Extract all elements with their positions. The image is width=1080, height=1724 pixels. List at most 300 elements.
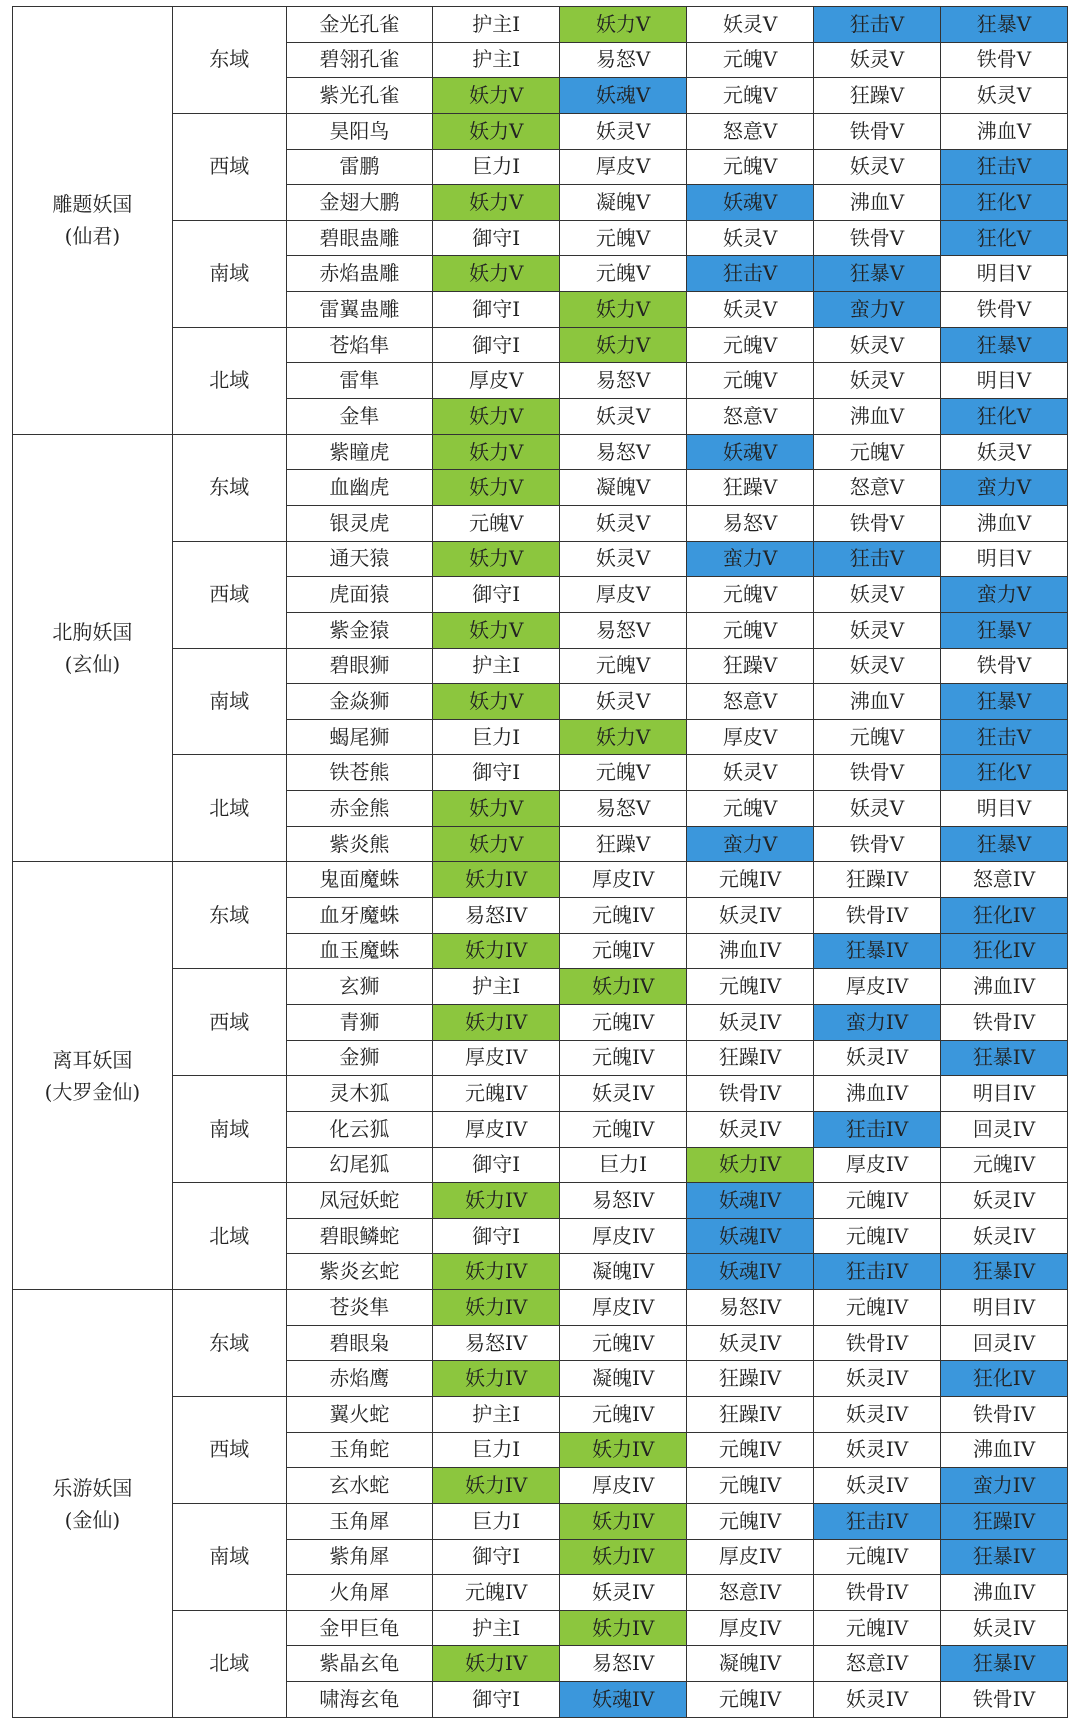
skill-cell: 狂躁IV (687, 1040, 814, 1076)
beast-name-cell: 玄水蛇 (286, 1468, 433, 1504)
skill-cell: 妖灵IV (940, 1183, 1067, 1219)
skill-cell: 御守I (433, 327, 560, 363)
beast-name-cell: 紫光孔雀 (286, 78, 433, 114)
skill-cell: 元魄V (433, 505, 560, 541)
beast-name-cell: 雷隼 (286, 363, 433, 399)
skill-cell: 元魄IV (560, 1040, 687, 1076)
skill-cell: 狂暴V (940, 684, 1067, 720)
skill-cell: 妖力V (433, 791, 560, 827)
skill-cell: 妖力V (433, 113, 560, 149)
skill-cell: 妖灵IV (814, 1396, 941, 1432)
skill-cell: 元魄IV (814, 1610, 941, 1646)
skill-cell: 狂暴IV (940, 1646, 1067, 1682)
region-cell: 东域 (172, 7, 286, 114)
skill-cell: 妖力V (433, 399, 560, 435)
skill-cell: 厚皮IV (687, 1539, 814, 1575)
beast-name-cell: 紫瞳虎 (286, 434, 433, 470)
region-cell: 南域 (172, 1076, 286, 1183)
skill-cell: 御守I (433, 755, 560, 791)
skill-cell: 狂击IV (814, 1503, 941, 1539)
skill-cell: 元魄V (560, 220, 687, 256)
skill-cell: 妖灵IV (940, 1610, 1067, 1646)
skill-cell: 蛮力V (687, 826, 814, 862)
beast-name-cell: 银灵虎 (286, 505, 433, 541)
beast-name-cell: 紫角犀 (286, 1539, 433, 1575)
skill-cell: 妖力IV (433, 1254, 560, 1290)
skill-cell: 元魄IV (687, 1468, 814, 1504)
skill-cell: 狂击V (940, 719, 1067, 755)
beast-name-cell: 血幽虎 (286, 470, 433, 506)
skill-cell: 狂躁IV (687, 1361, 814, 1397)
skill-cell: 凝魄IV (560, 1361, 687, 1397)
beast-name-cell: 翼火蛇 (286, 1396, 433, 1432)
skill-cell: 沸血IV (940, 969, 1067, 1005)
skill-cell: 狂躁V (687, 470, 814, 506)
beast-name-cell: 化云狐 (286, 1111, 433, 1147)
beast-name-cell: 雷翼蛊雕 (286, 292, 433, 328)
skill-cell: 妖灵V (814, 648, 941, 684)
beast-name-cell: 蝎尾狮 (286, 719, 433, 755)
skill-cell: 妖灵IV (687, 1004, 814, 1040)
skill-cell: 妖力V (433, 185, 560, 221)
skill-cell: 妖力V (560, 7, 687, 43)
beast-name-cell: 火角犀 (286, 1575, 433, 1611)
region-cell: 北域 (172, 327, 286, 434)
skill-cell: 凝魄IV (560, 1254, 687, 1290)
skill-cell: 狂击IV (814, 1254, 941, 1290)
skill-cell: 狂暴V (940, 7, 1067, 43)
skill-cell: 厚皮IV (560, 862, 687, 898)
beast-name-cell: 雷鹏 (286, 149, 433, 185)
beast-name-cell: 玉角犀 (286, 1503, 433, 1539)
skill-cell: 狂暴IV (940, 1040, 1067, 1076)
skill-cell: 铁骨IV (940, 1682, 1067, 1718)
skill-cell: 易怒IV (687, 1290, 814, 1326)
region-cell: 东域 (172, 862, 286, 969)
skill-cell: 厚皮IV (814, 969, 941, 1005)
skill-cell: 易怒V (560, 612, 687, 648)
skill-cell: 元魄IV (560, 1325, 687, 1361)
skill-cell: 沸血IV (687, 933, 814, 969)
beast-name-cell: 鬼面魔蛛 (286, 862, 433, 898)
skill-cell: 明目V (940, 363, 1067, 399)
skill-cell: 元魄V (687, 78, 814, 114)
beast-skill-table-sheet (12, 6, 1068, 1718)
skill-cell: 怒意IV (814, 1646, 941, 1682)
skill-cell: 元魄IV (814, 1539, 941, 1575)
skill-cell: 易怒V (560, 791, 687, 827)
beast-name-cell: 铁苍熊 (286, 755, 433, 791)
skill-cell: 妖力IV (433, 1646, 560, 1682)
beast-name-cell: 灵木狐 (286, 1076, 433, 1112)
skill-cell: 铁骨IV (940, 1396, 1067, 1432)
skill-cell: 元魄IV (814, 1290, 941, 1326)
skill-cell: 狂化V (940, 220, 1067, 256)
table-row (13, 862, 1068, 898)
beast-name-cell: 金翅大鹏 (286, 185, 433, 221)
skill-cell: 妖灵IV (560, 1575, 687, 1611)
skill-cell: 妖灵IV (687, 898, 814, 934)
region-cell: 南域 (172, 648, 286, 755)
skill-cell: 狂击V (814, 7, 941, 43)
skill-cell: 厚皮IV (433, 1111, 560, 1147)
skill-cell: 妖力V (433, 256, 560, 292)
beast-name-cell: 碧眼鳞蛇 (286, 1218, 433, 1254)
skill-cell: 厚皮IV (814, 1147, 941, 1183)
skill-cell: 狂化IV (940, 1361, 1067, 1397)
table-row (13, 1290, 1068, 1326)
skill-cell: 怒意V (687, 684, 814, 720)
region-cell: 北域 (172, 1610, 286, 1717)
skill-cell: 沸血V (940, 113, 1067, 149)
skill-cell: 厚皮IV (560, 1218, 687, 1254)
beast-name-cell: 金狮 (286, 1040, 433, 1076)
skill-cell: 元魄V (687, 363, 814, 399)
beast-name-cell: 赤焰蛊雕 (286, 256, 433, 292)
skill-cell: 厚皮IV (560, 1290, 687, 1326)
skill-cell: 妖灵V (687, 755, 814, 791)
skill-cell: 妖力IV (433, 933, 560, 969)
skill-cell: 元魄IV (687, 969, 814, 1005)
kingdom-rank: (玄仙) (64, 652, 121, 677)
skill-cell: 护主I (433, 7, 560, 43)
skill-cell: 元魄IV (560, 898, 687, 934)
skill-cell: 铁骨V (940, 292, 1067, 328)
skill-cell: 元魄V (560, 648, 687, 684)
skill-cell: 铁骨V (814, 505, 941, 541)
skill-cell: 护主I (433, 1610, 560, 1646)
skill-cell: 妖力IV (560, 1432, 687, 1468)
skill-cell: 妖灵V (814, 791, 941, 827)
beast-name-cell: 血牙魔蛛 (286, 898, 433, 934)
skill-cell: 妖灵V (687, 292, 814, 328)
skill-cell: 妖力V (433, 826, 560, 862)
skill-cell: 妖魂IV (560, 1682, 687, 1718)
region-cell: 东域 (172, 1290, 286, 1397)
skill-cell: 狂躁IV (814, 862, 941, 898)
beast-name-cell: 幻尾狐 (286, 1147, 433, 1183)
skill-cell: 沸血V (814, 185, 941, 221)
skill-cell: 狂击V (940, 149, 1067, 185)
region-cell: 南域 (172, 1503, 286, 1610)
skill-cell: 狂暴IV (814, 933, 941, 969)
skill-cell: 护主I (433, 969, 560, 1005)
region-cell: 北域 (172, 755, 286, 862)
skill-cell: 凝魄V (560, 185, 687, 221)
skill-cell: 妖力V (560, 327, 687, 363)
skill-cell: 元魄V (687, 149, 814, 185)
skill-cell: 易怒IV (433, 898, 560, 934)
beast-name-cell: 赤焰鹰 (286, 1361, 433, 1397)
beast-name-cell: 凤冠妖蛇 (286, 1183, 433, 1219)
skill-cell: 御守I (433, 577, 560, 613)
skill-cell: 厚皮V (433, 363, 560, 399)
beast-name-cell: 紫晶玄龟 (286, 1646, 433, 1682)
skill-cell: 狂躁V (560, 826, 687, 862)
kingdom-name: 离耳妖国 (52, 1047, 133, 1072)
skill-cell: 妖力IV (560, 969, 687, 1005)
beast-name-cell: 玄狮 (286, 969, 433, 1005)
skill-cell: 明目V (940, 541, 1067, 577)
skill-cell: 易怒V (560, 42, 687, 78)
table-body (13, 7, 1068, 1718)
skill-cell: 沸血V (814, 684, 941, 720)
skill-cell: 妖灵V (560, 505, 687, 541)
skill-cell: 巨力I (433, 719, 560, 755)
beast-name-cell: 昊阳鸟 (286, 113, 433, 149)
skill-cell: 蛮力V (940, 470, 1067, 506)
beast-name-cell: 苍焰隼 (286, 327, 433, 363)
skill-cell: 元魄IV (560, 1111, 687, 1147)
skill-cell: 妖灵V (814, 42, 941, 78)
beast-skill-table (12, 6, 1068, 1718)
skill-cell: 御守I (433, 1682, 560, 1718)
skill-cell: 明目V (940, 256, 1067, 292)
skill-cell: 妖灵V (814, 327, 941, 363)
beast-name-cell: 青狮 (286, 1004, 433, 1040)
beast-name-cell: 碧翎孔雀 (286, 42, 433, 78)
skill-cell: 妖灵V (814, 577, 941, 613)
skill-cell: 妖灵V (687, 7, 814, 43)
beast-name-cell: 金光孔雀 (286, 7, 433, 43)
skill-cell: 妖魂V (687, 185, 814, 221)
skill-cell: 元魄V (814, 434, 941, 470)
skill-cell: 狂躁V (687, 648, 814, 684)
skill-cell: 妖魂IV (687, 1254, 814, 1290)
skill-cell: 铁骨IV (687, 1076, 814, 1112)
beast-name-cell: 紫炎熊 (286, 826, 433, 862)
skill-cell: 铁骨IV (814, 898, 941, 934)
skill-cell: 狂躁V (814, 78, 941, 114)
skill-cell: 怒意V (687, 113, 814, 149)
skill-cell: 元魄V (560, 755, 687, 791)
skill-cell: 元魄IV (560, 1396, 687, 1432)
skill-cell: 回灵IV (940, 1111, 1067, 1147)
skill-cell: 妖力V (433, 684, 560, 720)
skill-cell: 妖灵V (687, 220, 814, 256)
beast-name-cell: 紫金猿 (286, 612, 433, 648)
skill-cell: 护主I (433, 648, 560, 684)
skill-cell: 妖灵IV (814, 1361, 941, 1397)
skill-cell: 妖灵V (940, 78, 1067, 114)
table-row (13, 7, 1068, 43)
skill-cell: 妖灵V (560, 113, 687, 149)
skill-cell: 妖魂IV (687, 1183, 814, 1219)
skill-cell: 厚皮V (560, 149, 687, 185)
skill-cell: 妖力IV (433, 1361, 560, 1397)
skill-cell: 元魄IV (433, 1076, 560, 1112)
skill-cell: 沸血V (814, 399, 941, 435)
beast-name-cell: 金隼 (286, 399, 433, 435)
skill-cell: 狂躁IV (687, 1396, 814, 1432)
skill-cell: 铁骨V (814, 220, 941, 256)
skill-cell: 铁骨V (814, 755, 941, 791)
skill-cell: 凝魄V (560, 470, 687, 506)
kingdom-name: 北朐妖国 (52, 620, 133, 645)
skill-cell: 易怒IV (560, 1646, 687, 1682)
skill-cell: 妖灵IV (814, 1432, 941, 1468)
kingdom-rank: (大罗金仙) (44, 1079, 141, 1104)
skill-cell: 御守I (433, 220, 560, 256)
skill-cell: 狂化V (940, 185, 1067, 221)
skill-cell: 狂化V (940, 755, 1067, 791)
skill-cell: 厚皮V (687, 719, 814, 755)
skill-cell: 铁骨IV (940, 1004, 1067, 1040)
skill-cell: 狂化IV (940, 898, 1067, 934)
skill-cell: 妖力IV (560, 1503, 687, 1539)
skill-cell: 狂化V (940, 399, 1067, 435)
skill-cell: 元魄IV (560, 1004, 687, 1040)
region-cell: 西域 (172, 969, 286, 1076)
skill-cell: 蛮力V (814, 292, 941, 328)
skill-cell: 妖力IV (433, 1290, 560, 1326)
skill-cell: 妖力V (560, 719, 687, 755)
skill-cell: 狂暴V (940, 826, 1067, 862)
region-cell: 西域 (172, 541, 286, 648)
skill-cell: 御守I (433, 1147, 560, 1183)
skill-cell: 元魄IV (433, 1575, 560, 1611)
skill-cell: 怒意IV (687, 1575, 814, 1611)
beast-name-cell: 血玉魔蛛 (286, 933, 433, 969)
skill-cell: 蛮力V (940, 577, 1067, 613)
skill-cell: 狂暴IV (940, 1254, 1067, 1290)
skill-cell: 元魄IV (687, 862, 814, 898)
skill-cell: 易怒IV (560, 1183, 687, 1219)
skill-cell: 易怒V (687, 505, 814, 541)
skill-cell: 狂暴V (814, 256, 941, 292)
skill-cell: 沸血IV (814, 1076, 941, 1112)
skill-cell: 蛮力IV (940, 1468, 1067, 1504)
beast-name-cell: 通天猿 (286, 541, 433, 577)
skill-cell: 妖灵V (560, 399, 687, 435)
skill-cell: 妖力V (433, 541, 560, 577)
skill-cell: 铁骨V (814, 826, 941, 862)
skill-cell: 妖力V (433, 78, 560, 114)
skill-cell: 元魄IV (814, 1183, 941, 1219)
kingdom-cell (13, 7, 173, 435)
skill-cell: 怒意V (814, 470, 941, 506)
skill-cell: 狂击V (687, 256, 814, 292)
skill-cell: 凝魄IV (687, 1646, 814, 1682)
skill-cell: 御守I (433, 1218, 560, 1254)
skill-cell: 妖力V (433, 470, 560, 506)
skill-cell: 巨力I (433, 1432, 560, 1468)
skill-cell: 厚皮IV (687, 1610, 814, 1646)
skill-cell: 妖灵IV (687, 1325, 814, 1361)
kingdom-cell (13, 862, 173, 1290)
skill-cell: 妖灵IV (814, 1468, 941, 1504)
skill-cell: 铁骨V (940, 648, 1067, 684)
skill-cell: 厚皮IV (433, 1040, 560, 1076)
table-row (13, 434, 1068, 470)
skill-cell: 妖灵IV (687, 1111, 814, 1147)
skill-cell: 妖力IV (687, 1147, 814, 1183)
skill-cell: 巨力I (433, 1503, 560, 1539)
skill-cell: 妖力IV (433, 1183, 560, 1219)
skill-cell: 元魄IV (560, 933, 687, 969)
skill-cell: 妖魂V (687, 434, 814, 470)
skill-cell: 妖灵IV (560, 1076, 687, 1112)
skill-cell: 护主I (433, 1396, 560, 1432)
skill-cell: 狂躁IV (940, 1503, 1067, 1539)
skill-cell: 狂暴V (940, 612, 1067, 648)
skill-cell: 妖灵V (940, 434, 1067, 470)
skill-cell: 妖力IV (560, 1610, 687, 1646)
skill-cell: 厚皮V (560, 577, 687, 613)
skill-cell: 怒意V (687, 399, 814, 435)
skill-cell: 怒意IV (940, 862, 1067, 898)
skill-cell: 妖灵V (560, 541, 687, 577)
skill-cell: 铁骨V (814, 113, 941, 149)
kingdom-rank: (仙君) (64, 224, 121, 249)
skill-cell: 元魄V (687, 791, 814, 827)
skill-cell: 沸血IV (940, 1432, 1067, 1468)
skill-cell: 蛮力V (687, 541, 814, 577)
skill-cell: 铁骨V (940, 42, 1067, 78)
skill-cell: 明目IV (940, 1290, 1067, 1326)
skill-cell: 元魄IV (687, 1503, 814, 1539)
skill-cell: 妖力IV (560, 1539, 687, 1575)
skill-cell: 妖灵V (814, 612, 941, 648)
skill-cell: 妖力V (433, 612, 560, 648)
skill-cell: 妖灵V (560, 684, 687, 720)
skill-cell: 回灵IV (940, 1325, 1067, 1361)
skill-cell: 狂击V (814, 541, 941, 577)
skill-cell: 元魄V (687, 327, 814, 363)
skill-cell: 妖力IV (433, 862, 560, 898)
skill-cell: 妖力V (560, 292, 687, 328)
beast-name-cell: 玉角蛇 (286, 1432, 433, 1468)
skill-cell: 沸血V (940, 505, 1067, 541)
beast-name-cell: 虎面猿 (286, 577, 433, 613)
skill-cell: 狂暴V (940, 327, 1067, 363)
skill-cell: 妖灵IV (814, 1040, 941, 1076)
region-cell: 西域 (172, 1396, 286, 1503)
region-cell: 北域 (172, 1183, 286, 1290)
skill-cell: 御守I (433, 1539, 560, 1575)
beast-name-cell: 碧眼狮 (286, 648, 433, 684)
skill-cell: 狂暴IV (940, 1539, 1067, 1575)
skill-cell: 易怒V (560, 434, 687, 470)
beast-name-cell: 赤金熊 (286, 791, 433, 827)
kingdom-cell (13, 1290, 173, 1718)
skill-cell: 妖灵V (814, 363, 941, 399)
skill-cell: 巨力I (433, 149, 560, 185)
skill-cell: 元魄V (560, 256, 687, 292)
skill-cell: 妖灵V (814, 149, 941, 185)
skill-cell: 妖力IV (433, 1468, 560, 1504)
skill-cell: 易怒V (560, 363, 687, 399)
skill-cell: 明目V (940, 791, 1067, 827)
beast-name-cell: 碧眼蛊雕 (286, 220, 433, 256)
skill-cell: 元魄V (687, 42, 814, 78)
skill-cell: 元魄IV (940, 1147, 1067, 1183)
skill-cell: 元魄V (814, 719, 941, 755)
kingdom-name: 乐游妖国 (52, 1475, 133, 1500)
skill-cell: 易怒IV (433, 1325, 560, 1361)
skill-cell: 沸血IV (940, 1575, 1067, 1611)
region-cell: 东域 (172, 434, 286, 541)
skill-cell: 护主I (433, 42, 560, 78)
region-cell: 南域 (172, 220, 286, 327)
skill-cell: 御守I (433, 292, 560, 328)
kingdom-rank: (金仙) (64, 1507, 121, 1532)
beast-name-cell: 金甲巨龟 (286, 1610, 433, 1646)
skill-cell: 妖灵IV (814, 1682, 941, 1718)
skill-cell: 妖魂IV (687, 1218, 814, 1254)
skill-cell: 厚皮IV (560, 1468, 687, 1504)
beast-name-cell: 金焱狮 (286, 684, 433, 720)
